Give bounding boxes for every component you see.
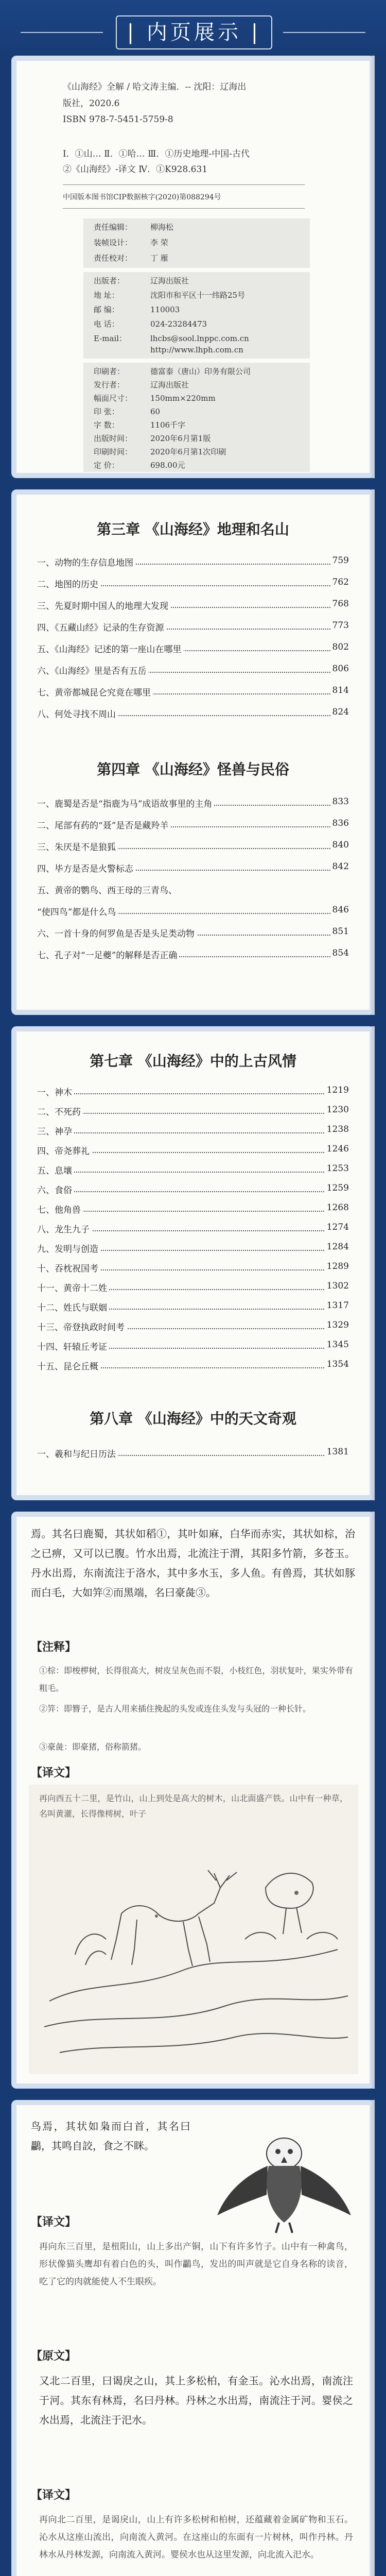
toc-entry: 五、《山海经》记述的第一座山在哪里 802: [37, 642, 349, 655]
deer-drawing-icon: [29, 1785, 358, 2074]
copyright-row: 发行者： 辽海出版社: [94, 380, 189, 389]
toc-entry: 十四、轩辕丘考证 1345: [37, 1340, 349, 1352]
toc-entry: 二、尾部有药的“聂”是否是藏羚羊 836: [37, 818, 349, 831]
page-spine: [372, 1026, 375, 1500]
toc-page-2: [16, 1031, 370, 1495]
chapter-title: 第三章 《山海经》地理和名山: [97, 521, 289, 538]
divider: [63, 184, 305, 185]
copyright-row: 字 数： 1106千字: [94, 420, 186, 430]
chapter-title: 第四章 《山海经》怪兽与民俗: [97, 761, 289, 778]
toc-entry: 八、何处寻找不周山 824: [37, 707, 349, 720]
toc-entry: 三、神孕 1238: [37, 1124, 349, 1137]
copyright-row: 印刷者： 德富泰（唐山）印务有限公司: [94, 367, 251, 376]
toc-entry: 六、一首十身的何罗鱼是否是头足类动物 851: [37, 926, 349, 939]
page-spine: [372, 489, 375, 1015]
translation-text: 再向北二百里，是谒戾山，山上有许多松树和柏树，还蕴藏着金属矿物和玉石。沁水从这座山流出，向南流入黄河。在这座山的东面有一片树林，叫作丹林。丹林水从丹林发源，向南流入黄河。婴侯水也从这里发源，向北流入汜水。: [39, 2515, 353, 2560]
toc-entry: 九、发明与创造 1284: [37, 1242, 349, 1255]
toc-entry: 七、黄帝都城昆仑究竟在哪里 814: [37, 685, 349, 698]
original-heading: 【原文】: [31, 2349, 77, 2363]
toc-entry: 十二、姓氏与联姻 1317: [37, 1300, 349, 1313]
page-spine: [372, 1512, 375, 2089]
copyright-row: E-mail： lhcbs@sool.lnppc.com.cn: [94, 334, 249, 343]
translation-heading: 【译文】: [31, 2215, 77, 2229]
toc-entry: 四、帝尧葬礼 1246: [37, 1144, 349, 1157]
original-text: 又北二百里，曰谒戾之山，其上多松柏，有金玉。沁水出焉，南流注于河。其东有林焉，名曰丹林。丹林之水出焉，南流注于河。婴侯之水出焉，北流注于汜水。: [39, 2375, 353, 2426]
translation-text: 再向东三百里，是杻阳山，山上多出产铜，山下有许多竹子。山中有一种禽鸟，形状像猫头鹰却有着白色的头，叫作鸓鸟，发出的叫声就是它自身名称的读音，吃了它的肉就能使人不生眼疾。: [39, 2242, 353, 2287]
toc-page-1-frame: [11, 489, 375, 1015]
original-text: 焉。其名曰鹿蜀，其状如稻①，其叶如麻，白华而赤实，其状如棕，治之已痹，又可以已腹。竹水出焉，北流注于渭，其阳多竹箭，多苍玉。丹水出焉，东南流注于洛水，其中多水玉，多人鱼。有兽焉，其状如豚而白毛，大如笄②而黑端，名曰豪彘③。: [31, 1528, 355, 1599]
note-item: ①棕：即梭椤树，长得很高大，树皮呈灰色而不裂，小枝红色，羽状复叶，果实外带有粗毛。: [39, 1666, 353, 1693]
body-page-1: [16, 1517, 370, 2083]
cip-line: ②《山海经》-译文 Ⅳ．①K928.631: [63, 164, 208, 175]
toc-entry: 十三、帝登执政时间考 1329: [37, 1320, 349, 1333]
deer-illustration: [29, 1785, 358, 2074]
body-page-2-frame: [11, 2100, 375, 2576]
toc-entry: 一、鹿蜀是否是“指鹿为马”成语故事里的主角 833: [37, 796, 349, 809]
copyright-row: 责任编辑： 柳海松: [94, 223, 174, 232]
divider: [63, 208, 305, 209]
illustration-caption: 再向西五十二里，是竹山，山上到处是高大的树木，山北面盛产铁。山中有一种草，名叫黄灌，长得像樗树，叶子: [39, 1793, 348, 1819]
toc-page-1: [16, 495, 370, 1010]
body-page-1-frame: [11, 1512, 375, 2089]
copyright-row: 地 址： 沈阳市和平区十一纬路25号: [94, 291, 245, 300]
chapter-title: 第七章 《山海经》中的上古风情: [90, 1053, 296, 1070]
owl-illustration-icon: [207, 2112, 361, 2236]
toc-entry: 二、不死药 1230: [37, 1105, 349, 1117]
note-item: ③豪彘：即豪猪，俗称箭猪。: [39, 1742, 147, 1752]
toc-entry: 四、《五藏山经》记录的生存资源 773: [37, 620, 349, 633]
page-title: | 内页展示 |: [116, 15, 272, 49]
cip-line: 《山海经》全解 / 哈文涛主编．-- 沈阳：辽海出: [63, 82, 247, 92]
copyright-row: 定 价： 698.00元: [94, 461, 185, 470]
toc-entry: 七、他角兽 1268: [37, 1202, 349, 1215]
toc-entry: 三、朱厌是不是狼狐 840: [37, 840, 349, 853]
toc-entry: 一、神木 1219: [37, 1085, 349, 1098]
copyright-row: 责任校对： 丁 雁: [94, 253, 168, 263]
note-item: ②笄：即簪子，是古人用来插住挽起的头发或连住头发与头冠的一种长针。: [39, 1704, 311, 1714]
toc-entry: 一、羲和与纪日历法 1381: [37, 1447, 349, 1460]
toc-entry: 一、动物的生存信息地图 759: [37, 555, 349, 568]
toc-entry: 五、黄帝的鹦鸟、西王母的三青鸟、: [37, 883, 349, 899]
toc-entry: “使四鸟”都是什么鸟 846: [37, 905, 349, 918]
copyright-row: 邮 编： 110003: [94, 305, 180, 314]
copyright-row: 电 话： 024-23284473: [94, 319, 207, 329]
copyright-row: 出版时间： 2020年6月第1版: [94, 434, 211, 443]
copyright-page-frame: [11, 56, 375, 478]
body-page-2: [16, 2105, 370, 2576]
original-text: 鸟焉，其状如枭而白首，其名曰鸓，其鸣自詨，食之不眯。: [31, 2120, 190, 2152]
toc-entry: 四、毕方是否是火警标志 842: [37, 861, 349, 874]
copyright-page: [16, 61, 370, 473]
chapter-title: 第八章 《山海经》中的天文奇观: [90, 1410, 296, 1427]
header-banner: [0, 0, 386, 62]
cip-line: 版社，2020.6: [63, 98, 120, 109]
cip-line: Ⅰ．①山… Ⅱ．①哈… Ⅲ．①历史地理-中国-古代: [63, 149, 250, 159]
toc-entry: 五、息壤 1253: [37, 1163, 349, 1176]
toc-entry: 二、地图的历史 762: [37, 577, 349, 590]
copyright-row: http://www.lhph.com.cn: [150, 345, 243, 354]
copyright-row: 幅面尺寸： 150mm×220mm: [94, 394, 216, 403]
toc-entry: 七、孔子对“一足夔”的解释是否正确 854: [37, 948, 349, 961]
toc-page-2-frame: [11, 1026, 375, 1500]
toc-entry: 十五、昆仑丘概 1354: [37, 1359, 349, 1372]
header-rule-left: [21, 32, 103, 33]
translation-heading: 【译文】: [31, 2488, 77, 2502]
translation-heading: 【译文】: [31, 1766, 77, 1780]
toc-entry: 十、吞枕祝国考 1289: [37, 1261, 349, 1274]
copyright-row: 出版者： 辽海出版社: [94, 276, 189, 285]
header-rule-right: [283, 32, 365, 33]
cip-number: 中国版本图书馆CIP数据核字(2020)第088294号: [63, 193, 221, 201]
toc-entry: 八、龙生九子 1274: [37, 1222, 349, 1235]
cip-isbn: ISBN 978-7-5451-5759-8: [63, 114, 173, 125]
toc-entry: 六、食俗 1259: [37, 1183, 349, 1196]
page-spine: [372, 56, 375, 478]
toc-entry: 六、《山海经》里是否有五岳 806: [37, 664, 349, 676]
notes-heading: 【注释】: [31, 1640, 77, 1654]
copyright-row: 装帧设计： 李 荣: [94, 238, 168, 247]
toc-entry: 三、先夏时期中国人的地理大发现 768: [37, 599, 349, 612]
copyright-row: 印 张： 60: [94, 407, 161, 416]
page-spine: [372, 2100, 375, 2576]
copyright-row: 印刷时间： 2020年6月第1次印刷: [94, 447, 226, 456]
toc-entry: 十一、黄帝十二姓 1302: [37, 1281, 349, 1294]
